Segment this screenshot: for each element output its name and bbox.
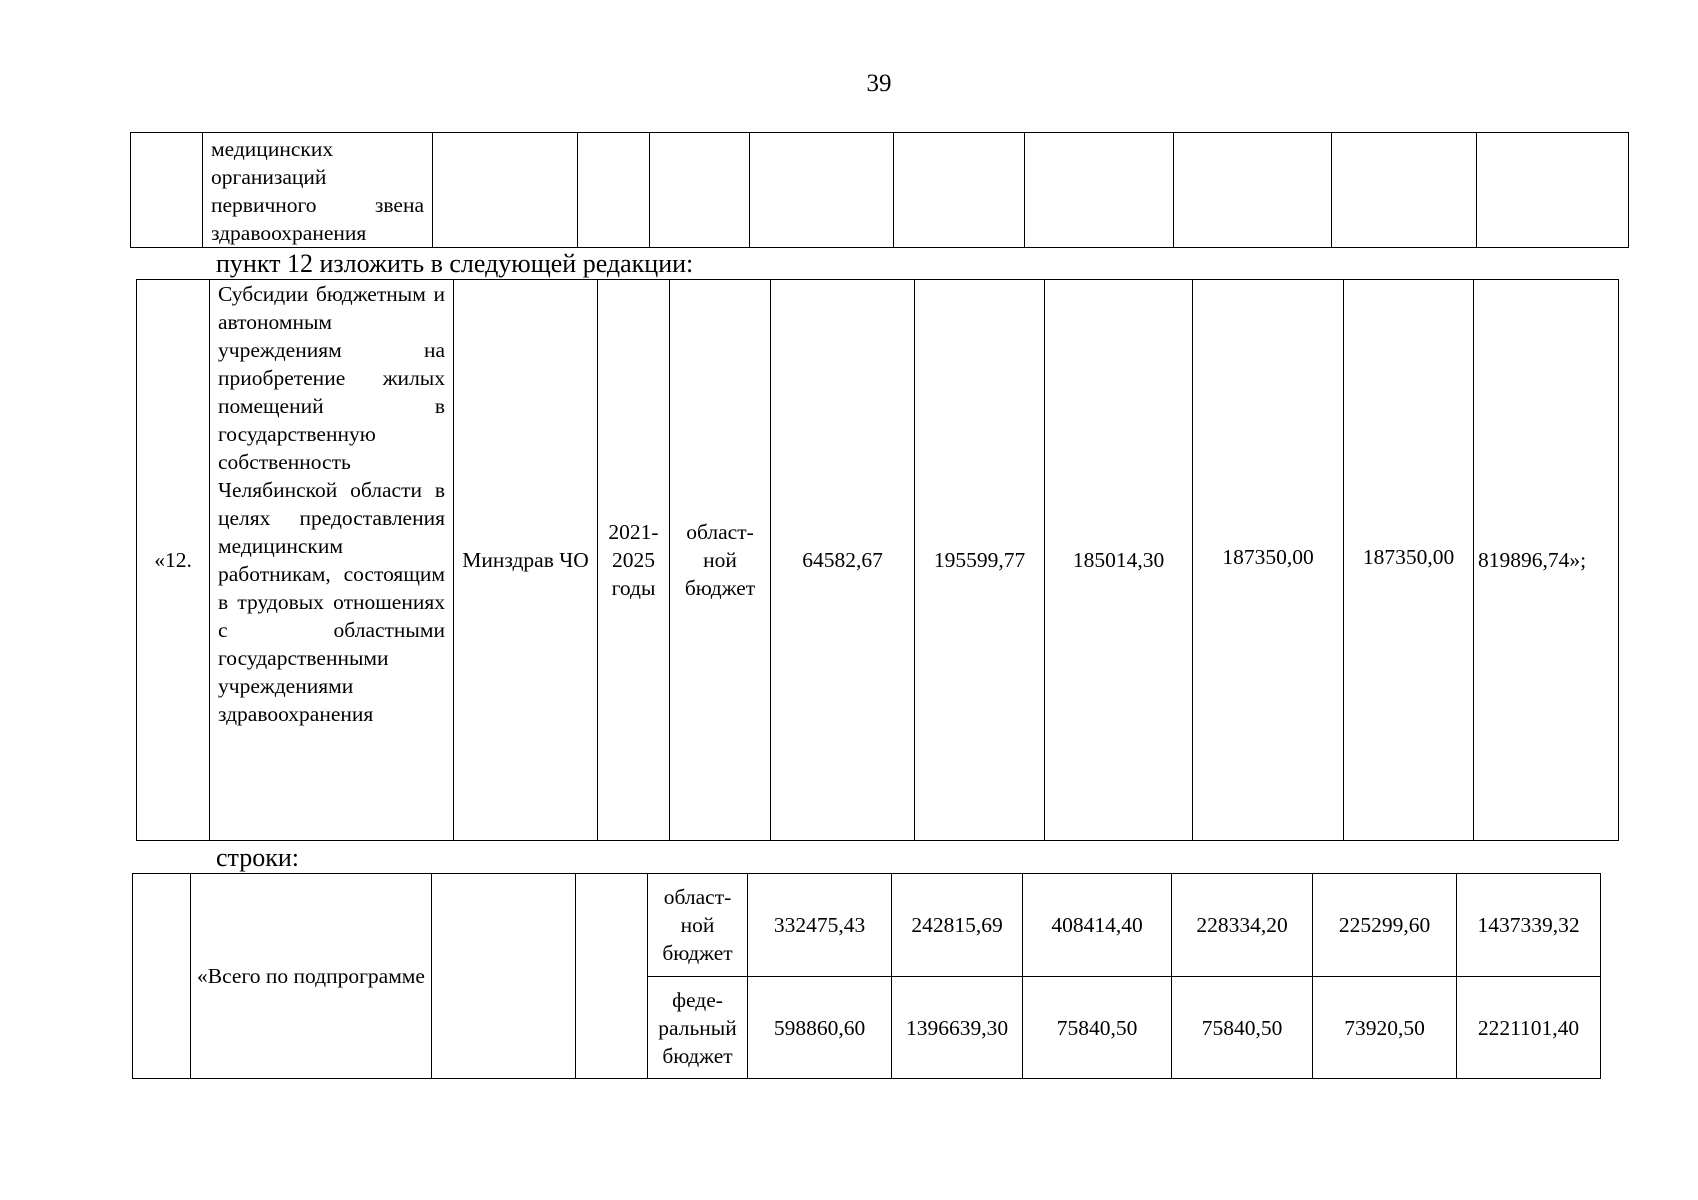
cell-value: 819896,74»;	[1474, 280, 1619, 841]
cell-value: 2221101,40	[1457, 977, 1601, 1079]
table-totals	[132, 873, 1601, 1079]
cell-value: 195599,77	[915, 280, 1045, 841]
cell-num	[133, 874, 191, 1079]
cell-value: 332475,43	[748, 874, 892, 977]
cell-executor	[433, 133, 578, 248]
cell-period	[578, 133, 650, 248]
table-item-12	[136, 279, 1619, 841]
amendment-caption-item-12: пункт 12 изложить в следующей редакции:	[216, 249, 694, 278]
cell-value	[1025, 133, 1174, 248]
cell-value: 185014,30	[1045, 280, 1193, 841]
cell-value: 75840,50	[1023, 977, 1172, 1079]
cell-event-name: медицинских организаций первичного звена здравоохранения	[203, 133, 433, 248]
cell-source	[650, 133, 750, 248]
cell-value	[1174, 133, 1332, 248]
cell-value: 228334,20	[1172, 874, 1313, 977]
cell-event-name: Субсидии бюджетным и автономным учреждениям на приобретение жилых помещений в государственную собственность Челябинской области в целях предоставления медицинским работникам, состоящим в трудовых отношениях с областными государственными учреждениями здравоохранения	[210, 280, 454, 841]
cell-value: 73920,50	[1313, 977, 1457, 1079]
cell-period: 2021-2025 годы	[598, 280, 670, 841]
amendment-caption-rows: строки:	[216, 843, 299, 872]
cell-num: «12.	[137, 280, 210, 841]
cell-value	[1332, 133, 1477, 248]
table-row	[131, 133, 1629, 248]
page-number: 39	[866, 70, 892, 97]
cell-value: 187350,00	[1193, 280, 1344, 841]
cell-source: област-ной бюджет	[670, 280, 771, 841]
cell-value	[1477, 133, 1629, 248]
cell-executor	[432, 874, 576, 1079]
table-row	[137, 280, 1619, 841]
cell-value: 242815,69	[892, 874, 1023, 977]
cell-value: 64582,67	[771, 280, 915, 841]
cell-value: 1437339,32	[1457, 874, 1601, 977]
cell-value: 225299,60	[1313, 874, 1457, 977]
cell-num	[131, 133, 203, 248]
cell-value: 408414,40	[1023, 874, 1172, 977]
cell-value	[894, 133, 1025, 248]
cell-total-label: «Всего по подпрограмме	[191, 874, 432, 1079]
cell-value: 1396639,30	[892, 977, 1023, 1079]
cell-value	[750, 133, 894, 248]
cell-source: феде-ральный бюджет	[648, 977, 748, 1079]
cell-period	[576, 874, 648, 1079]
cell-source: област-ной бюджет	[648, 874, 748, 977]
cell-value: 75840,50	[1172, 977, 1313, 1079]
cell-value: 598860,60	[748, 977, 892, 1079]
table-row	[133, 874, 1601, 977]
cell-executor: Минздрав ЧО	[454, 280, 598, 841]
cell-value: 187350,00	[1344, 280, 1474, 841]
table-continuation	[130, 132, 1629, 248]
